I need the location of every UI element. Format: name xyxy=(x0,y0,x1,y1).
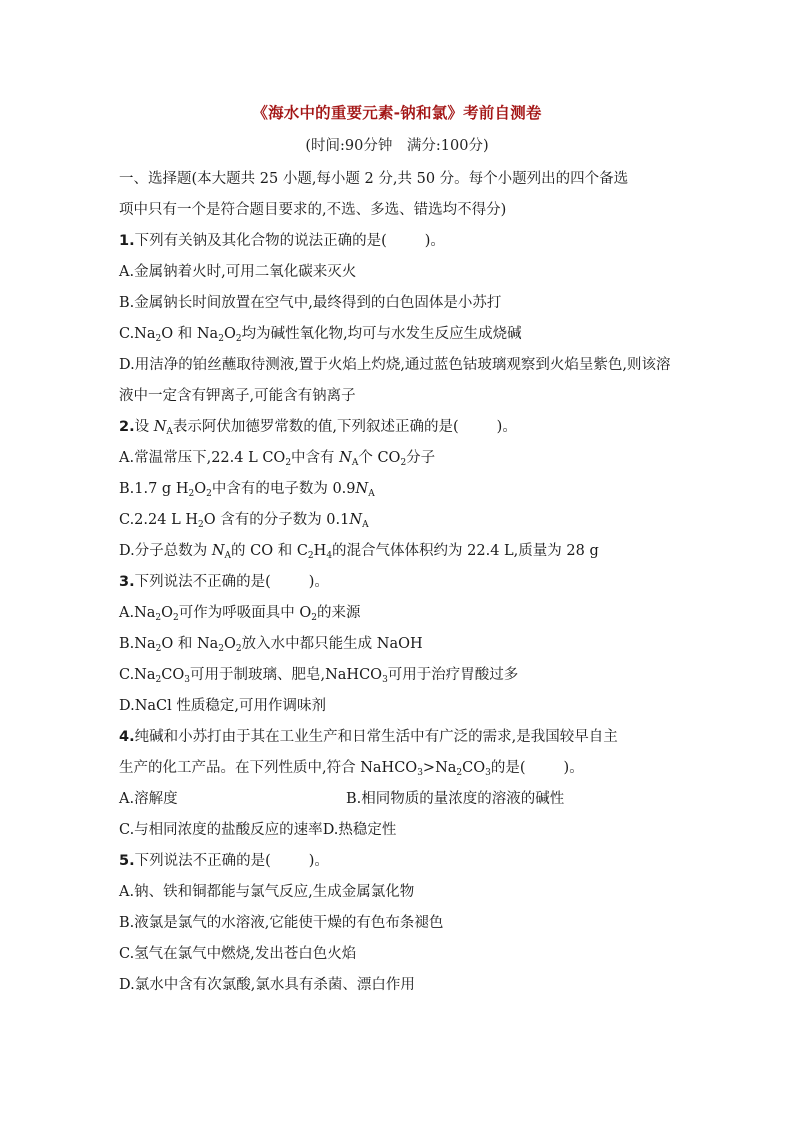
q1-option-c: $C.Na_2O$ 和 $Na_2O_2$均为碱性氧化物,均可与水发生反应生成烧碱 xyxy=(119,326,522,344)
q2-number: 2. xyxy=(119,419,135,435)
section-instructions-line2: 项中只有一个是符合题目要求的,不选、多选、错选均不得分) xyxy=(119,202,507,218)
page-subtitle: (时间:90分钟 满分:100分) xyxy=(305,138,489,154)
q2-option-b: B.1.7 g $H_2O_2$中含有的电子数为 $0.9N_A$ xyxy=(119,481,375,499)
section-instructions-line1: 一、选择题(本大题共 25 小题,每小题 2 分,共 50 分。每个小题列出的四个备选 xyxy=(119,171,629,187)
q4-option-c: C.与相同浓度的盐酸反应的速率 xyxy=(119,822,323,838)
q4-option-b: B.相同物质的量浓度的溶液的碱性 xyxy=(346,791,565,807)
q3-number: 3. xyxy=(119,574,135,590)
q2-stem: 2.设 $N_A$表示阿伏加德罗常数的值,下列叙述正确的是( )。 xyxy=(119,419,517,437)
q5-option-c: C.氢气在氯气中燃烧,发出苍白色火焰 xyxy=(119,946,357,962)
q4-stem-line1: 4.纯碱和小苏打由于其在工业生产和日常生活中有广泛的需求,是我国较早自主 xyxy=(119,729,618,745)
q4-options-row1 xyxy=(119,784,679,815)
q4-option-a: A.溶解度 xyxy=(119,791,178,807)
q4-number: 4. xyxy=(119,729,135,745)
q1-option-b: B.金属钠长时间放置在空气中,最终得到的白色固体是小苏打 xyxy=(119,295,502,311)
question-content xyxy=(119,164,679,1001)
q2-option-a: A.常温常压下,22.4 L $CO_2$中含有 $N_A$个 $CO_2$分子 xyxy=(119,450,436,468)
q5-option-d: D.氯水中含有次氯酸,氯水具有杀菌、漂白作用 xyxy=(119,977,415,993)
q4-options-row2 xyxy=(119,815,679,846)
q2-option-c: C.2.24 L $H_2O$ 含有的分子数为 $0.1N_A$ xyxy=(119,512,369,530)
q2-option-d: D.分子总数为 $N_A$的 CO 和 $C_2H_4$的混合气体体积约为 22.4 L,质量为 28 g xyxy=(119,543,599,561)
q1-option-a: A.金属钠着火时,可用二氧化碳来灭火 xyxy=(119,264,357,280)
q5-stem: 5.下列说法不正确的是( )。 xyxy=(119,853,329,869)
q1-option-d: D.用洁净的铂丝蘸取待测液,置于火焰上灼烧,通过蓝色钴玻璃观察到火焰呈紫色,则该溶液中一定含有钾离子,可能含有钠离子 xyxy=(119,357,671,404)
q3-option-d: D.NaCl 性质稳定,可用作调味剂 xyxy=(119,698,326,714)
page-title: 《海水中的重要元素-钠和氯》考前自测卷 xyxy=(252,104,542,122)
q4-stem-line2: 生产的化工产品。在下列性质中,符合 $NaHCO_3>Na_2CO_3$的是( )。 xyxy=(119,760,584,778)
q3-option-a: $A.Na_2O_2$可作为呼吸面具中 $O_2$的来源 xyxy=(119,605,361,623)
q4-option-d: D.热稳定性 xyxy=(322,822,397,838)
q1-number: 1. xyxy=(119,233,135,249)
q3-option-b: $B.Na_2O$ 和 $Na_2O_2$放入水中都只能生成 NaOH xyxy=(119,636,423,654)
q3-stem: 3.下列说法不正确的是( )。 xyxy=(119,574,329,590)
q3-option-c: $C.Na_2CO_3$可用于制玻璃、肥皂,NaHCO$_3$可用于治疗胃酸过多 xyxy=(119,667,519,685)
q1-stem: 1.下列有关钠及其化合物的说法正确的是( )。 xyxy=(119,233,445,249)
q5-option-b: B.液氯是氯气的水溶液,它能使干燥的有色布条褪色 xyxy=(119,915,444,931)
q5-option-a: A.钠、铁和铜都能与氯气反应,生成金属氯化物 xyxy=(119,884,415,900)
q5-number: 5. xyxy=(119,853,135,869)
